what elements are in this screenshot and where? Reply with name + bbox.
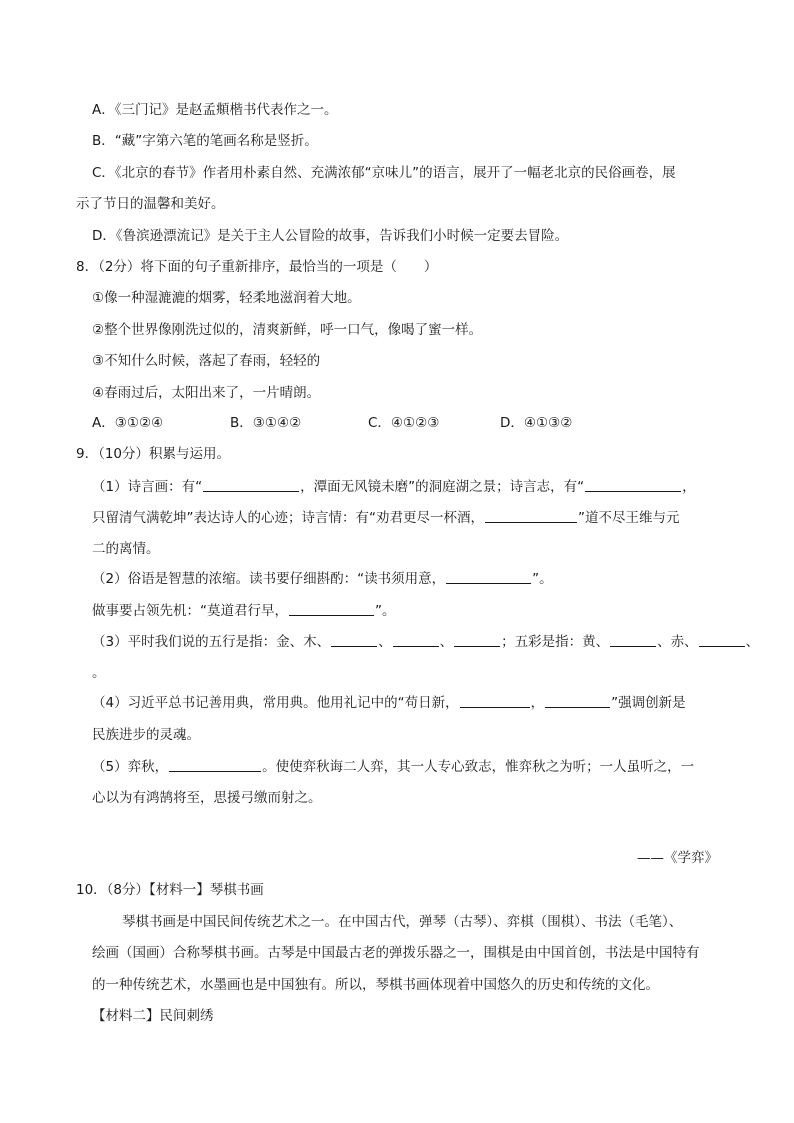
text-segment: ”。: [532, 571, 553, 587]
q9-source: ——《学弈》: [637, 850, 718, 866]
answer-blank[interactable]: [203, 477, 299, 492]
q8-option-c: C．④①②③: [368, 415, 440, 431]
q9-part2-line2: [92, 601, 396, 621]
answer-blank[interactable]: [446, 569, 531, 584]
q8-option-a: A．③①②④: [92, 415, 164, 431]
q9-part3-line1: [92, 632, 759, 652]
q7-option-c-line2: 示了节日的温馨和美好。: [76, 196, 225, 212]
q9-part3-line2: 。: [92, 665, 106, 681]
text-segment: ，潭面无风镜未磨”的洞庭湖之景；诗言志，有“: [300, 479, 585, 495]
q7-option-d: D．《鲁滨逊漂流记》是关于主人公冒险的故事，告诉我们小时候一定要去冒险。: [92, 228, 569, 244]
q9-part2-line1: [92, 569, 553, 589]
text-segment: （3）平时我们说的五行是指：金、木、: [92, 634, 331, 650]
answer-blank[interactable]: [585, 477, 681, 492]
q8-sentence-4: ④春雨过后，太阳出来了，一片晴朗。: [92, 385, 321, 401]
q10-material1-line2: 绘画（国画）合称琴棋书画。古琴是中国最古老的弹拨乐器之一，围棋是由中国首创，书法是中国特有: [92, 945, 700, 961]
text-segment: （2）俗语是智慧的浓缩。读书要仔细斟酌：“读书须用意，: [92, 571, 446, 587]
text-segment: （1）诗言画：有“: [92, 479, 203, 495]
answer-blank[interactable]: [545, 693, 610, 708]
q10-material1-line3: 的一种传统艺术，水墨画也是中国独有。所以，琴棋书画体现着中国悠久的历史和传统的文化。: [92, 977, 659, 993]
text-segment: ”。: [375, 603, 396, 619]
q9-part1-line2: [92, 508, 680, 528]
q10-stem: 10．（8分）【材料一】琴棋书画: [76, 882, 264, 898]
q9-part4-line2: 民族进步的灵魂。: [92, 727, 200, 743]
text-segment: 。使使弈秋诲二人弈，其一人专心致志，惟弈秋之为听；一人虽听之，一: [262, 759, 695, 775]
q7-option-a: A．《三门记》是赵孟頫楷书代表作之一。: [92, 102, 338, 118]
q8-option-d: D．④①③②: [500, 415, 573, 431]
text-segment: ”道不尽王维与元: [578, 510, 680, 526]
q8-option-b: B．③①④②: [230, 415, 302, 431]
q8-sentence-3: ③不知什么时候，落起了春雨，轻轻的: [92, 353, 321, 369]
text-segment: ，: [530, 695, 545, 711]
answer-blank[interactable]: [610, 632, 656, 647]
text-segment: 、: [745, 634, 760, 650]
q8-sentence-2: ②整个世界像刚洗过似的，清爽新鲜，呼一口气，像喝了蜜一样。: [92, 322, 483, 338]
answer-blank[interactable]: [460, 693, 530, 708]
q8-stem: 8．（2分）将下面的句子重新排序，最恰当的一项是（ ）: [76, 259, 438, 275]
text-segment: ；五彩是指：黄、: [501, 634, 610, 650]
q9-part5-line1: [92, 757, 694, 777]
text-segment: 、: [439, 634, 454, 650]
q7-option-b: B．“藏”字第六笔的笔画名称是竖折。: [92, 133, 318, 149]
text-segment: ”强调创新是: [611, 695, 686, 711]
answer-blank[interactable]: [331, 632, 377, 647]
text-segment: ，: [682, 479, 696, 495]
answer-blank[interactable]: [699, 632, 745, 647]
answer-blank[interactable]: [485, 508, 577, 523]
text-segment: 、赤、: [657, 634, 698, 650]
text-segment: 做事要占领先机：“莫道君行早，: [92, 603, 288, 619]
answer-blank[interactable]: [454, 632, 500, 647]
q9-stem: 9．（10分）积累与运用。: [76, 446, 231, 462]
text-segment: （4）习近平总书记善用典，常用典。他用礼记中的“苟日新，: [92, 695, 459, 711]
text-segment: 、: [378, 634, 392, 650]
q7-option-c-line1: C．《北京的春节》作者用朴素自然、充满浓郁“京味儿”的语言，展开了一幅老北京的民俗画卷，展: [92, 165, 676, 181]
answer-blank[interactable]: [169, 757, 261, 772]
q9-part4-line1: [92, 693, 686, 713]
text-segment: （5）弈秋，: [92, 759, 169, 775]
answer-blank[interactable]: [393, 632, 439, 647]
q10-material1-line1: 琴棋书画是中国民间传统艺术之一。在中国古代，弹琴（古琴）、弈棋（围棋）、书法（毛笔）、: [122, 914, 683, 930]
q9-part5-line2: 心以为有鸿鹄将至，思援弓缴而射之。: [92, 790, 322, 806]
text-segment: 只留清气满乾坤”表达诗人的心迹；诗言情：有“劝君更尽一杯酒，: [92, 510, 484, 526]
q9-part1-line3: 二的离情。: [92, 541, 160, 557]
q8-sentence-1: ①像一种湿漉漉的烟雾，轻柔地滋润着大地。: [92, 290, 361, 306]
q10-material2-title: 【材料二】民间刺绣: [92, 1008, 214, 1024]
answer-blank[interactable]: [289, 601, 374, 616]
q9-part1-line1: [92, 477, 696, 497]
